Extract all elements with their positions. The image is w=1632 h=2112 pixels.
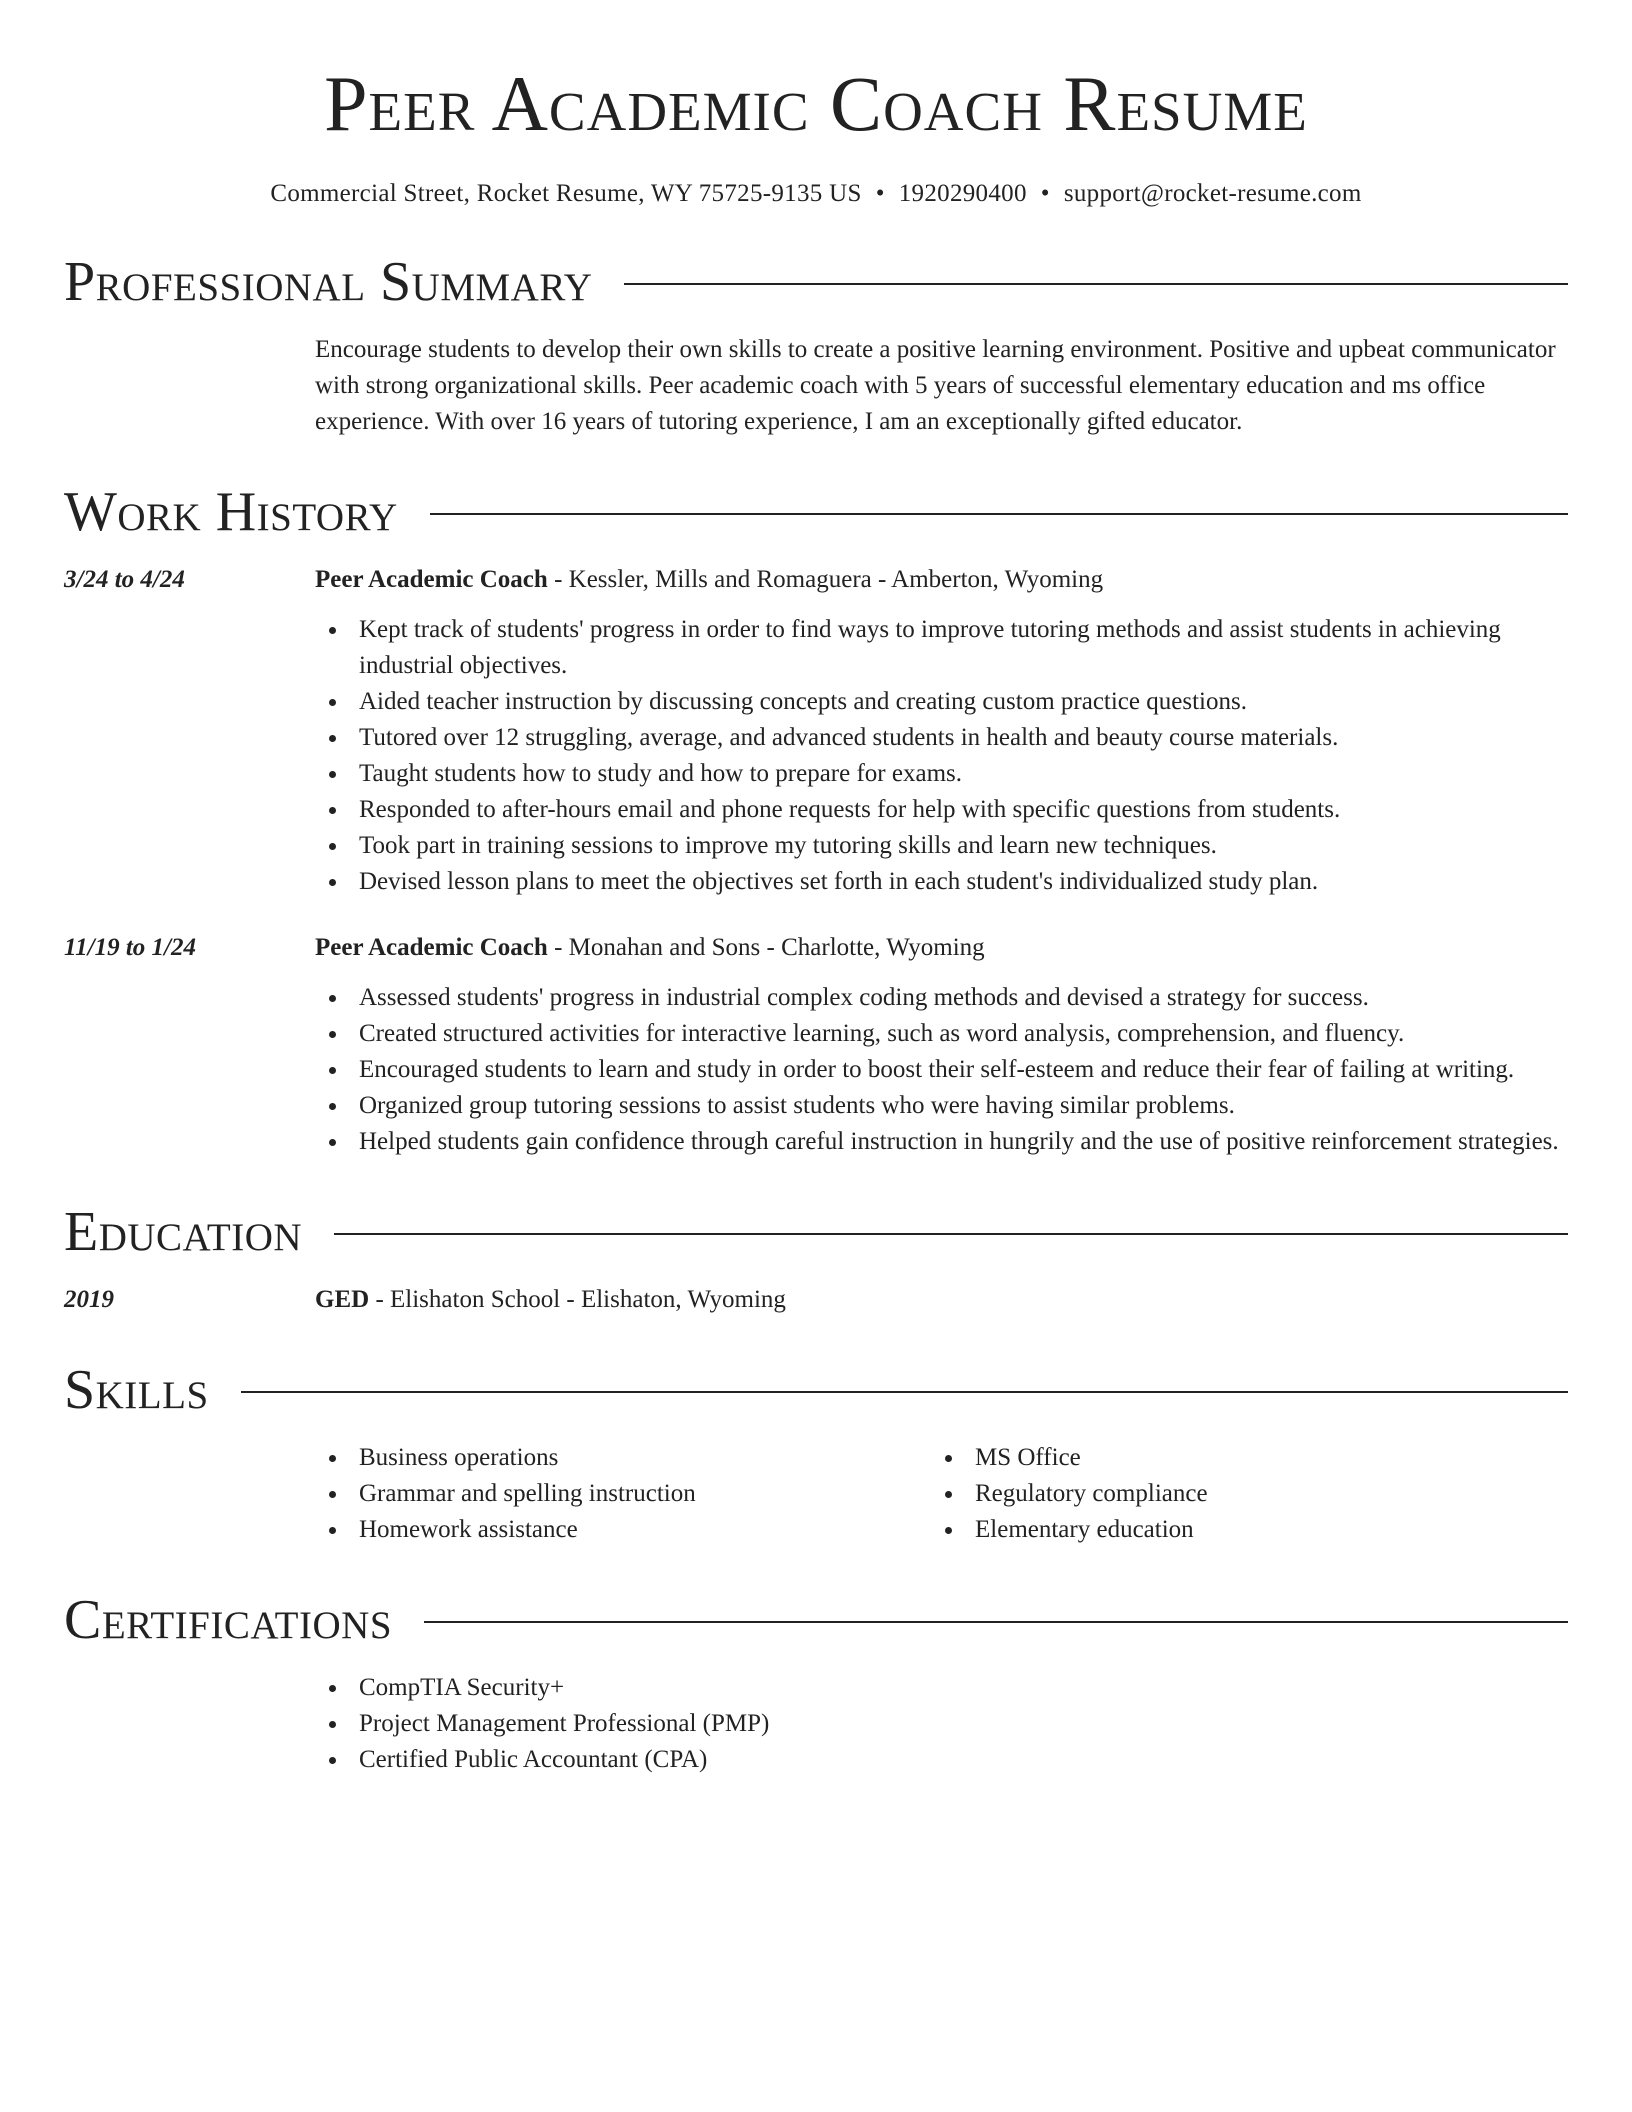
bullet-text: Took part in training sessions to improve my tutoring skills and learn new techniques. [359, 832, 1217, 859]
bullet-dot [329, 627, 336, 634]
list-item [315, 1670, 1568, 1706]
skills-heading: Skills [64, 1359, 209, 1421]
certifications-section-header [64, 1588, 1568, 1652]
skills-list-right [931, 1440, 1547, 1548]
education-header [315, 1282, 1568, 1318]
separator-dot: • [1040, 180, 1050, 207]
list-item [315, 792, 1568, 828]
bullet-dot [945, 1455, 952, 1462]
summary-left-gutter [64, 332, 315, 440]
skill-text: Grammar and spelling instruction [359, 1480, 696, 1507]
bullet-dot [329, 1103, 336, 1110]
certifications-row [64, 1670, 1568, 1778]
list-item [931, 1476, 1547, 1512]
skill-text: Homework assistance [359, 1516, 578, 1543]
skills-gutter [64, 1422, 315, 1548]
education-heading: Education [64, 1201, 303, 1263]
list-item [315, 828, 1568, 864]
list-item [315, 1742, 1568, 1778]
job-entry [64, 562, 1568, 900]
bullet-dot [329, 807, 336, 814]
bullet-dot [329, 1721, 336, 1728]
list-item [931, 1512, 1547, 1548]
job-details: - Kessler, Mills and Romaguera - Amberton, Wyoming [547, 566, 1104, 593]
list-item [315, 1512, 931, 1548]
summary-section-header [64, 250, 1568, 314]
education-section-header [64, 1200, 1568, 1264]
bullet-text: Taught students how to study and how to prepare for exams. [359, 760, 962, 787]
bullet-dot [945, 1527, 952, 1534]
job-entry [64, 930, 1568, 1160]
job-dates: 3/24 to 4/24 [64, 566, 185, 593]
skill-text: Elementary education [975, 1516, 1194, 1543]
contact-email: support@rocket-resume.com [1063, 180, 1362, 207]
bullet-dot [329, 771, 336, 778]
bullets-gutter [64, 966, 315, 1160]
list-item [315, 1016, 1568, 1052]
education-degree: GED [315, 1286, 370, 1313]
list-item [931, 1440, 1547, 1476]
list-item [315, 612, 1568, 684]
bullet-text: Responded to after-hours email and phone requests for help with specific questions from students. [359, 796, 1341, 823]
bullets-gutter [64, 598, 315, 900]
bullet-dot [329, 1067, 336, 1074]
job-bullet-list [315, 980, 1568, 1160]
bullet-dot [329, 1491, 336, 1498]
bullet-dot [329, 1139, 336, 1146]
section-divider [624, 283, 1568, 285]
bullet-text: Helped students gain confidence through careful instruction in hungrily and the use of positive reinforcement strategies. [359, 1128, 1559, 1155]
bullet-text: Assessed students' progress in industrial complex coding methods and devised a strategy for success. [359, 984, 1369, 1011]
summary-heading: Professional Summary [64, 251, 593, 313]
job-details: - Monahan and Sons - Charlotte, Wyoming [547, 934, 985, 961]
bullet-dot [329, 1031, 336, 1038]
bullet-dot [329, 735, 336, 742]
job-header [315, 930, 1568, 966]
summary-text: Encourage students to develop their own skills to create a positive learning environment. Positive and upbeat communicator with strong organizational skills. Peer academic coach with 5 years of successful elementary education and ms office experience. With over 16 years of tutoring experience, I am an exceptionally gifted educator. [315, 336, 1556, 435]
bullet-dot [329, 1527, 336, 1534]
education-year: 2019 [64, 1286, 114, 1313]
list-item [315, 684, 1568, 720]
bullet-text: Aided teacher instruction by discussing concepts and creating custom practice questions. [359, 688, 1247, 715]
job-title: Peer Academic Coach [315, 566, 548, 593]
skill-text: MS Office [975, 1444, 1081, 1471]
bullet-text: Created structured activities for interactive learning, such as word analysis, comprehension, and fluency. [359, 1020, 1405, 1047]
job-bullet-list [315, 612, 1568, 900]
contact-line [64, 178, 1568, 210]
page-title: Peer Academic Coach Resume [324, 60, 1308, 147]
certification-text: Certified Public Accountant (CPA) [359, 1746, 708, 1773]
list-item [315, 756, 1568, 792]
job-dates: 11/19 to 1/24 [64, 934, 196, 961]
certifications-heading: Certifications [64, 1589, 393, 1651]
list-item [315, 1706, 1568, 1742]
job-header-row [64, 562, 1568, 598]
contact-phone: 1920290400 [898, 180, 1027, 207]
job-bullets-row [64, 966, 1568, 1160]
section-divider [424, 1621, 1568, 1623]
education-entry [64, 1282, 1568, 1318]
section-divider [334, 1233, 1568, 1235]
bullet-dot [329, 879, 336, 886]
list-item [315, 1124, 1568, 1160]
job-bullets-row [64, 598, 1568, 900]
job-title: Peer Academic Coach [315, 934, 548, 961]
summary-row [64, 332, 1568, 440]
bullet-text: Tutored over 12 struggling, average, and advanced students in health and beauty course materials. [359, 724, 1339, 751]
work-section-header [64, 480, 1568, 544]
section-divider [241, 1391, 1568, 1393]
bullet-text: Kept track of students' progress in order to find ways to improve tutoring methods and assist students in achieving industrial objectives. [359, 616, 1501, 679]
job-header [315, 562, 1568, 598]
bullet-dot [329, 843, 336, 850]
bullet-text: Encouraged students to learn and study in order to boost their self-esteem and reduce their fear of failing at writing. [359, 1056, 1515, 1083]
section-divider [430, 513, 1568, 515]
certification-text: Project Management Professional (PMP) [359, 1710, 770, 1737]
separator-dot: • [875, 180, 885, 207]
bullet-dot [329, 995, 336, 1002]
bullet-dot [329, 1757, 336, 1764]
list-item [315, 1476, 931, 1512]
list-item [315, 1440, 931, 1476]
skills-grid [315, 1440, 1568, 1548]
work-heading: Work History [64, 481, 398, 543]
job-header-row [64, 930, 1568, 966]
bullet-dot [329, 1685, 336, 1692]
certs-gutter [64, 1670, 315, 1778]
bullet-text: Devised lesson plans to meet the objectives set forth in each student's individualized study plan. [359, 868, 1319, 895]
list-item [315, 980, 1568, 1016]
skills-list-left [315, 1440, 931, 1548]
bullet-dot [945, 1491, 952, 1498]
list-item [315, 720, 1568, 756]
contact-address: Commercial Street, Rocket Resume, WY 75725-9135 US [270, 180, 862, 207]
skills-section-header [64, 1358, 1568, 1422]
list-item [315, 864, 1568, 900]
bullet-dot [329, 1455, 336, 1462]
list-item [315, 1052, 1568, 1088]
skill-text: Business operations [359, 1444, 559, 1471]
certifications-list [315, 1670, 1568, 1778]
bullet-text: Organized group tutoring sessions to assist students who were having similar problems. [359, 1092, 1235, 1119]
list-item [315, 1088, 1568, 1124]
bullet-dot [329, 699, 336, 706]
certification-text: CompTIA Security+ [359, 1674, 565, 1701]
skills-row [64, 1422, 1568, 1548]
skill-text: Regulatory compliance [975, 1480, 1208, 1507]
education-details: - Elishaton School - Elishaton, Wyoming [369, 1286, 786, 1313]
